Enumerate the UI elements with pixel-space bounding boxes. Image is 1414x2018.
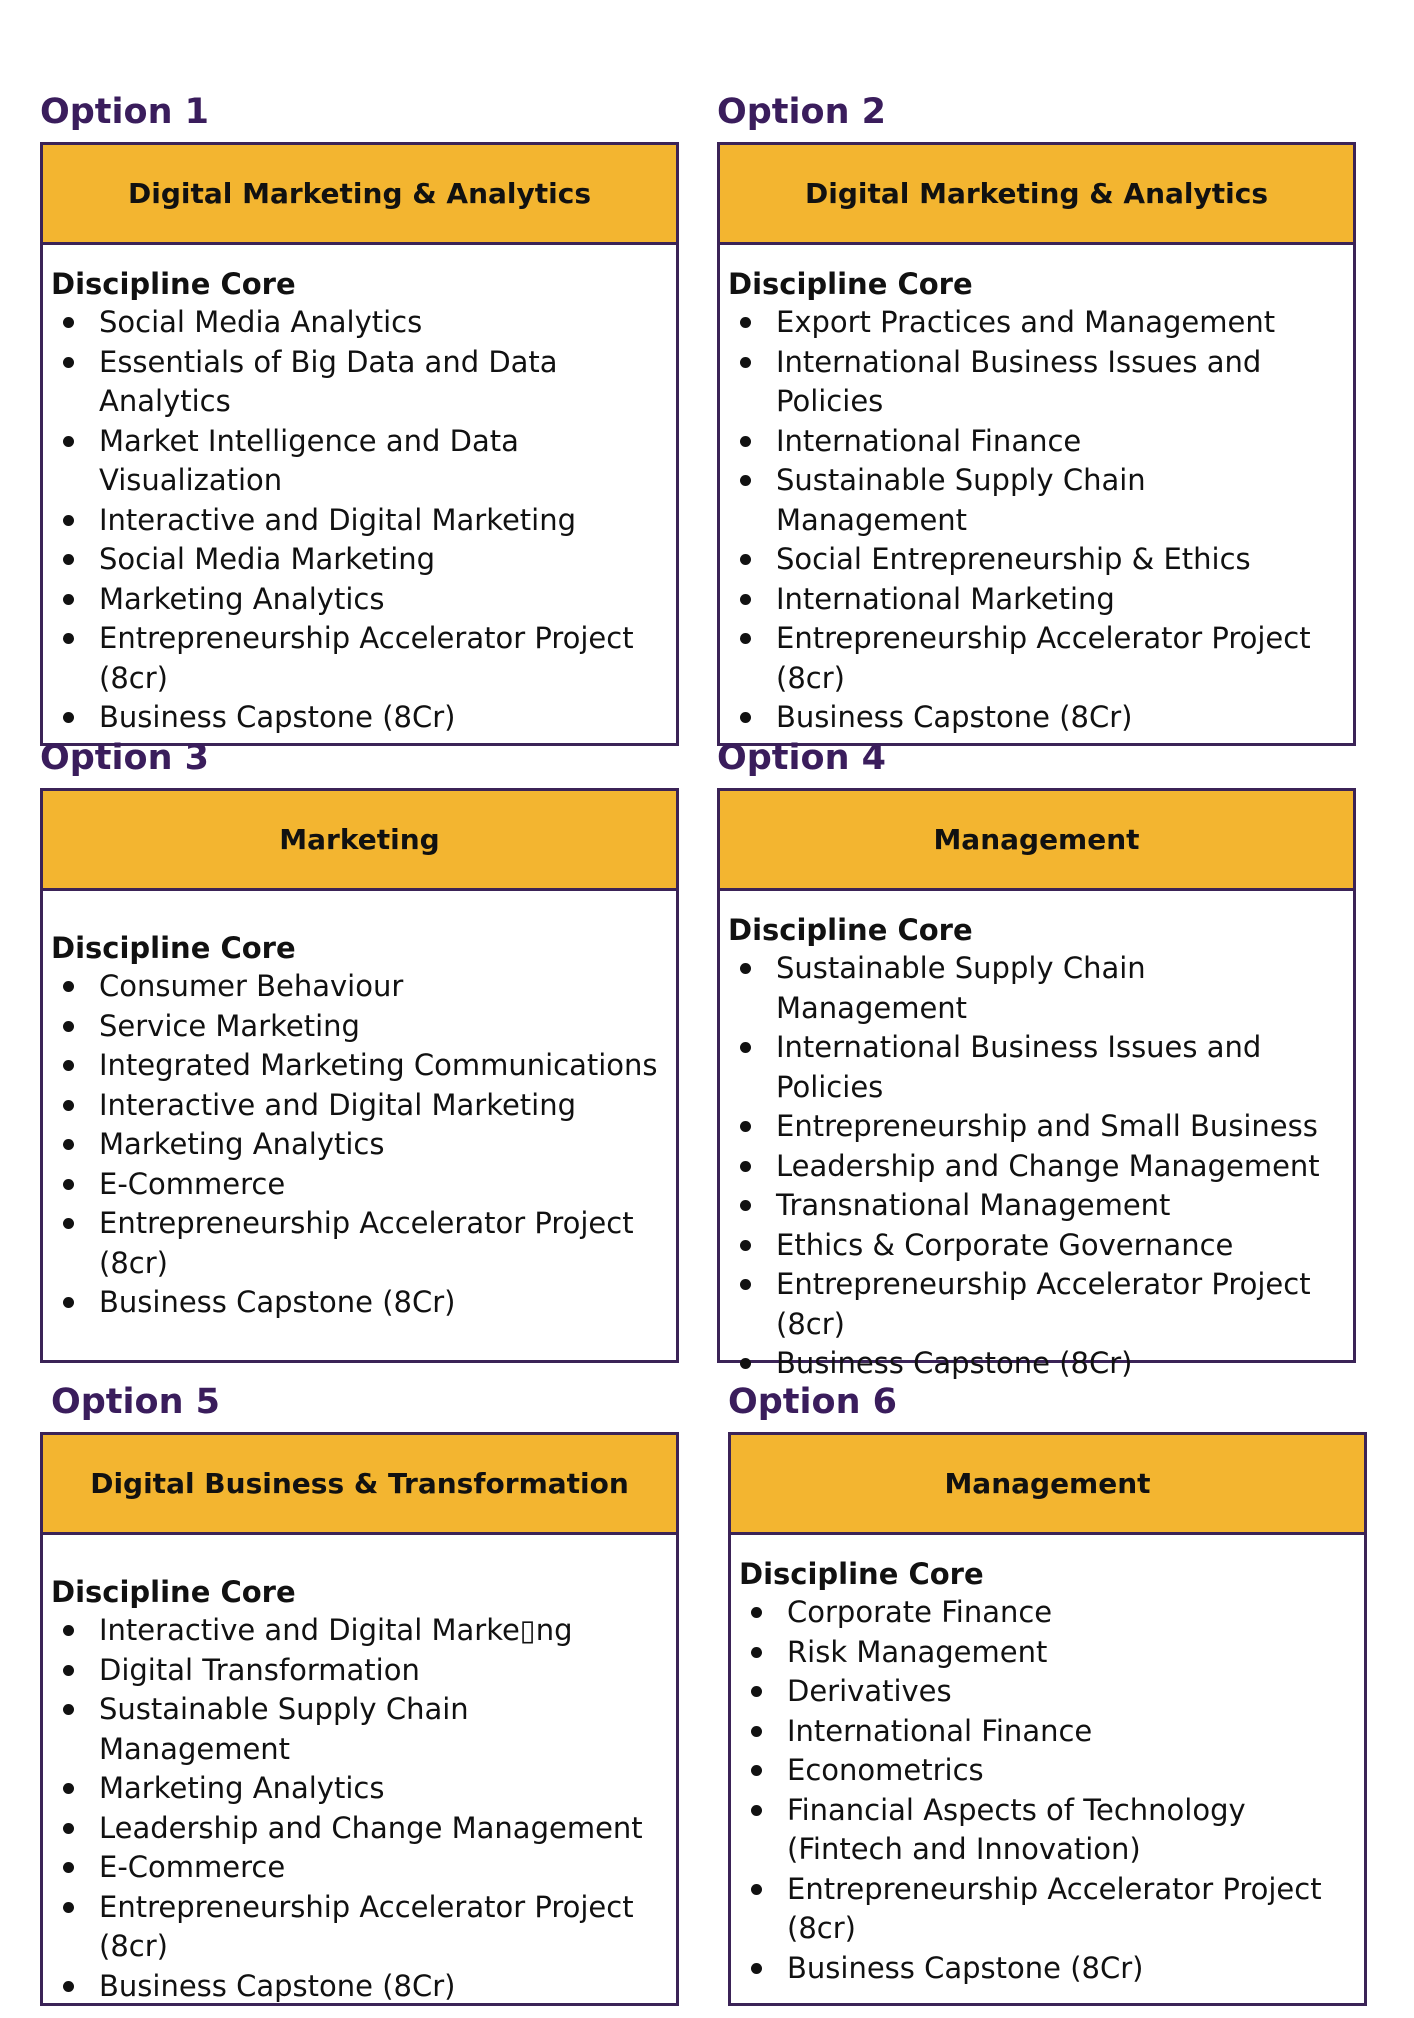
bullet-icon [740,1200,751,1211]
course-list [51,303,662,738]
course-name: Entrepreneurship Accelerator Project (8cr) [99,1206,634,1280]
course-name: Entrepreneurship Accelerator Project (8cr) [776,1267,1311,1341]
course-name: Entrepreneurship Accelerator Project (8cr) [776,621,1311,695]
course-item [51,1204,662,1283]
course-name: Integrated Marketing Communications [99,1048,658,1082]
bullet-icon [740,475,751,486]
specialization-title: Management [731,1435,1364,1535]
course-name: Entrepreneurship Accelerator Project (8cr) [99,621,634,695]
card-body [720,891,1353,1396]
course-name: Marketing Analytics [99,581,385,616]
bullet-icon [63,357,74,368]
course-item [51,1888,662,1967]
bullet-icon [740,963,751,974]
bullet-icon [63,1704,74,1715]
specialization-title: Marketing [43,791,676,891]
course-item [51,1086,662,1126]
option-title: Option 5 [51,1382,221,1422]
course-item [51,580,662,620]
course-item [728,949,1339,1028]
course-item [51,303,662,343]
bullet-icon [63,981,74,992]
course-item [739,1712,1350,1752]
course-item [728,1265,1339,1344]
course-name: Service Marketing [99,1008,360,1043]
course-name: E-Commerce [99,1850,286,1884]
option-6 [728,1380,1367,2006]
course-name: Interactive and Digital Marketing [99,1087,577,1122]
course-item [51,343,662,422]
course-item [728,1107,1339,1147]
course-item [51,1165,662,1205]
course-list [728,303,1339,738]
bullet-icon [63,1823,74,1834]
course-name: International Business Issues and Policies [776,1030,1262,1104]
bullet-icon [740,1161,751,1172]
course-name: Digital Transformation [99,1652,420,1687]
bullet-icon [751,1805,762,1816]
course-item [51,1967,662,2007]
course-list [728,949,1339,1384]
specialization-title: Digital Marketing & Analytics [720,145,1353,245]
specialization-title: Management [720,791,1353,891]
discipline-core-label: Discipline Core [728,267,973,301]
course-item [728,461,1339,540]
course-item [728,580,1339,620]
course-item [51,1007,662,1047]
card-body [731,1535,1364,2000]
course-item [51,1651,662,1691]
course-name: Business Capstone (8Cr) [99,1285,456,1319]
bullet-icon [740,1358,751,1369]
bullet-icon [740,712,751,723]
bullet-icon [63,1862,74,1873]
course-name: Financial Aspects of Technology (Fintech and Innovation) [787,1792,1246,1866]
course-item [51,1125,662,1165]
course-item [51,619,662,698]
course-item [728,1226,1339,1266]
bullet-icon [740,594,751,605]
course-item [728,422,1339,462]
bullet-icon [63,633,74,644]
course-name: Business Capstone (8Cr) [99,700,456,734]
discipline-core-label: Discipline Core [51,931,296,965]
bullet-icon [63,554,74,565]
bullet-icon [63,317,74,328]
card-body [720,245,1353,750]
course-item [728,1344,1339,1384]
bullet-icon [63,1625,74,1636]
course-item [739,1633,1350,1673]
course-item [51,540,662,580]
course-item [51,501,662,541]
course-item [728,540,1339,580]
course-item [51,1611,662,1651]
bullet-icon [63,1100,74,1111]
specialization-title: Digital Marketing & Analytics [43,145,676,245]
specialization-title: Digital Business & Transformation [43,1435,676,1535]
option-card [40,788,679,1363]
discipline-core-label: Discipline Core [728,913,973,947]
option-4 [717,736,1356,1380]
bullet-icon [63,594,74,605]
course-name: Interactive and Digital Marketing [99,502,577,537]
bullet-icon [63,436,74,447]
option-5 [40,1380,679,2006]
card-body [43,245,676,750]
course-item [739,1870,1350,1949]
course-list [51,967,662,1323]
course-item [739,1791,1350,1870]
bullet-icon [751,1686,762,1697]
course-name: Business Capstone (8Cr) [99,1968,456,2003]
bullet-icon [740,317,751,328]
option-1 [40,90,679,746]
bullet-icon [751,1647,762,1658]
option-title: Option 6 [728,1382,898,1422]
bullet-icon [740,357,751,368]
course-item [51,1283,662,1323]
bullet-icon [740,633,751,644]
bullet-icon [740,1042,751,1053]
course-name: Market Intelligence and Data Visualization [99,423,519,497]
course-name: Business Capstone (8Cr) [776,1346,1133,1380]
course-name: International Finance [787,1713,1093,1748]
course-name: Sustainable Supply Chain Management [776,463,1146,537]
bullet-icon [63,1981,74,1992]
bullet-icon [63,1021,74,1032]
bullet-icon [740,1240,751,1251]
course-item [739,1751,1350,1791]
course-list [739,1593,1350,1988]
course-name: Econometrics [787,1753,984,1787]
option-title: Option 1 [40,92,210,132]
option-card [717,142,1356,746]
course-item [51,1769,662,1809]
option-title: Option 3 [40,738,210,778]
course-name: Leadership and Change Management [99,1810,643,1845]
option-card [728,1432,1367,2006]
course-item [51,967,662,1007]
course-name: Interactive and Digital Marke▯ng [99,1613,573,1647]
bullet-icon [751,1884,762,1895]
course-name: Leadership and Change Management [776,1148,1320,1183]
bullet-icon [740,1279,751,1290]
card-body [43,1535,676,2018]
course-item [728,698,1339,738]
course-name: Social Entrepreneurship & Ethics [776,542,1251,576]
course-name: Marketing Analytics [99,1771,385,1805]
discipline-core-label: Discipline Core [739,1557,984,1591]
bullet-icon [63,1139,74,1150]
option-3 [40,736,679,1363]
bullet-icon [63,1665,74,1676]
bullet-icon [63,712,74,723]
course-name: Consumer Behaviour [99,969,404,1003]
discipline-core-label: Discipline Core [51,267,296,301]
bullet-icon [63,1060,74,1071]
course-item [728,1147,1339,1187]
course-name: Marketing Analytics [99,1127,385,1161]
course-item [51,1690,662,1769]
course-name: Derivatives [787,1674,952,1708]
course-name: Business Capstone (8Cr) [776,700,1133,734]
bullet-icon [63,1218,74,1229]
course-name: Social Media Analytics [99,305,423,339]
course-name: Risk Management [787,1634,1048,1669]
card-body [43,891,676,1335]
course-name: Social Media Marketing [99,542,436,576]
bullet-icon [751,1726,762,1737]
course-name: Ethics & Corporate Governance [776,1227,1234,1262]
course-item [728,1028,1339,1107]
option-title: Option 2 [717,92,887,132]
course-item [739,1593,1350,1633]
course-item [51,1809,662,1849]
course-name: Entrepreneurship and Small Business [776,1109,1318,1143]
bullet-icon [751,1765,762,1776]
course-list [51,1611,662,2006]
bullet-icon [740,1121,751,1132]
course-name: E-Commerce [99,1166,286,1201]
course-item [739,1949,1350,1989]
course-name: Business Capstone (8Cr) [787,1950,1144,1985]
option-card [40,142,679,746]
course-item [728,343,1339,422]
course-name: Essentials of Big Data and Data Analytics [99,344,558,418]
option-title: Option 4 [717,738,887,778]
option-card [40,1432,679,2006]
bullet-icon [63,1902,74,1913]
course-name: Corporate Finance [787,1595,1053,1629]
bullet-icon [63,515,74,526]
bullet-icon [751,1607,762,1618]
bullet-icon [63,1297,74,1308]
course-item [728,619,1339,698]
course-item [51,1848,662,1888]
discipline-core-label: Discipline Core [51,1575,296,1609]
bullet-icon [63,1179,74,1190]
bullet-icon [740,436,751,447]
course-name: Entrepreneurship Accelerator Project (8cr) [787,1871,1322,1945]
course-name: International Business Issues and Policies [776,344,1262,418]
option-card [717,788,1356,1380]
course-item [739,1672,1350,1712]
bullet-icon [63,1783,74,1794]
course-name: International Marketing [776,581,1115,616]
bullet-icon [740,554,751,565]
course-name: Sustainable Supply Chain Management [776,951,1146,1025]
course-item [728,1186,1339,1226]
course-name: Transnational Management [776,1188,1171,1222]
course-item [51,698,662,738]
course-name: International Finance [776,423,1082,458]
course-name: Sustainable Supply Chain Management [99,1692,469,1766]
course-name: Entrepreneurship Accelerator Project (8cr) [99,1889,634,1963]
course-item [51,422,662,501]
course-item [51,1046,662,1086]
bullet-icon [751,1963,762,1974]
course-name: Export Practices and Management [776,305,1276,339]
option-2 [717,90,1356,746]
course-item [728,303,1339,343]
